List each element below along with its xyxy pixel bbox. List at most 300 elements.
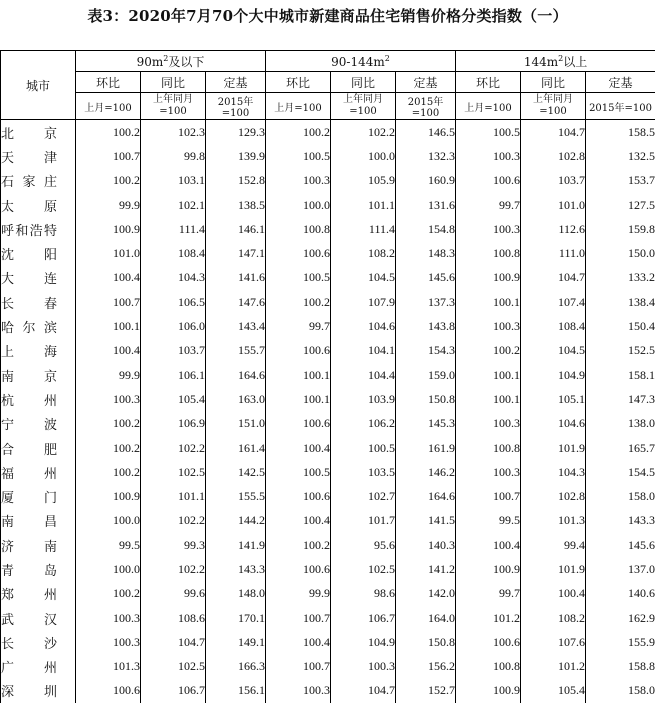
city-name: 太原 [1,199,57,215]
table-row [1,460,655,484]
value-cell: 158.1 [586,363,655,387]
value-cell: 108.6 [141,606,206,630]
value-cell: 100.2 [76,169,141,193]
base-header-cell: 上月=100 [76,93,141,120]
base-header-cell: 上年同月=100 [521,93,586,120]
table-row [1,363,655,387]
value-cell: 150.8 [396,630,456,654]
value-cell: 99.9 [76,363,141,387]
value-cell: 100.9 [76,217,141,241]
value-cell: 163.0 [206,387,266,411]
value-cell: 127.5 [586,193,655,217]
value-cell: 102.3 [141,120,206,145]
city-name: 厦门 [1,491,57,507]
value-cell: 108.2 [331,241,396,265]
value-cell: 161.4 [206,436,266,460]
table-title: 表3：2020年7月70个大中城市新建商品住宅销售价格分类指数（一） [87,7,568,25]
value-cell: 143.3 [586,509,655,533]
value-cell: 100.3 [266,169,331,193]
value-cell: 139.9 [206,144,266,168]
value-cell: 99.9 [266,582,331,606]
city-name: 南京 [1,369,57,385]
city-name: 天津 [1,150,57,166]
value-cell: 101.0 [76,241,141,265]
value-cell: 99.4 [521,533,586,557]
value-cell: 100.2 [456,339,521,363]
table-body [1,120,655,704]
value-cell: 102.5 [331,557,396,581]
value-cell: 104.5 [331,266,396,290]
value-cell: 150.4 [586,314,655,338]
value-cell: 100.0 [76,509,141,533]
value-cell: 104.4 [331,363,396,387]
value-cell: 100.1 [456,290,521,314]
city-name: 南昌 [1,515,57,531]
table-row [1,679,655,703]
value-cell: 154.8 [396,217,456,241]
base-header-cell: 上月=100 [266,93,331,120]
value-cell: 100.6 [76,679,141,703]
city-name: 济南 [1,539,57,555]
value-cell: 101.1 [141,484,206,508]
value-cell: 101.9 [521,557,586,581]
value-cell: 164.6 [396,484,456,508]
value-cell: 149.1 [206,630,266,654]
value-cell: 100.8 [456,436,521,460]
value-cell: 155.5 [206,484,266,508]
value-cell: 158.8 [586,655,655,679]
table-row [1,484,655,508]
value-cell: 165.7 [586,436,655,460]
value-cell: 148.0 [206,582,266,606]
city-name: 哈尔滨 [1,321,57,337]
value-cell: 95.6 [331,533,396,557]
table-row [1,412,655,436]
base-header-cell: 2015年=100 [586,93,655,120]
value-cell: 158.5 [586,120,655,145]
city-name: 合肥 [1,442,57,458]
value-cell: 141.5 [396,509,456,533]
value-cell: 106.9 [141,412,206,436]
value-cell: 102.2 [141,509,206,533]
value-cell: 100.0 [266,193,331,217]
value-cell: 103.1 [141,169,206,193]
value-cell: 100.9 [456,266,521,290]
value-cell: 106.0 [141,314,206,338]
value-cell: 137.3 [396,290,456,314]
value-cell: 101.3 [521,509,586,533]
value-cell: 145.3 [396,412,456,436]
base-header-cell: 2015年=100 [396,93,456,120]
value-cell: 100.2 [266,120,331,145]
value-cell: 102.1 [141,193,206,217]
value-cell: 150.0 [586,241,655,265]
value-cell: 104.7 [521,120,586,145]
value-cell: 99.9 [76,193,141,217]
value-cell: 106.5 [141,290,206,314]
value-cell: 100.1 [266,363,331,387]
value-cell: 161.9 [396,436,456,460]
value-cell: 100.7 [76,290,141,314]
value-cell: 100.5 [266,266,331,290]
group-header-90: $90m^2$及以下 [76,51,266,72]
value-cell: 146.5 [396,120,456,145]
city-cell [1,655,76,679]
value-cell: 147.1 [206,241,266,265]
value-cell: 140.3 [396,533,456,557]
value-cell: 133.2 [586,266,655,290]
city-name: 深圳 [1,685,57,701]
city-cell [1,339,76,363]
value-cell: 100.5 [331,436,396,460]
value-cell: 101.2 [521,655,586,679]
value-cell: 100.3 [266,679,331,703]
value-cell: 146.1 [206,217,266,241]
value-cell: 106.7 [331,606,396,630]
city-name: 石家庄 [1,175,57,191]
city-name: 广州 [1,661,57,677]
value-cell: 100.7 [266,655,331,679]
table-row [1,217,655,241]
base-header-row [1,93,655,120]
value-cell: 100.0 [331,144,396,168]
value-cell: 155.7 [206,339,266,363]
value-cell: 162.9 [586,606,655,630]
city-name: 宁波 [1,418,57,434]
value-cell: 111.4 [141,217,206,241]
table-row [1,290,655,314]
value-cell: 100.6 [266,557,331,581]
value-cell: 140.6 [586,582,655,606]
value-cell: 99.3 [141,533,206,557]
table-row [1,606,655,630]
table-row [1,144,655,168]
value-cell: 160.9 [396,169,456,193]
base-header-cell: 上年同月=100 [141,93,206,120]
city-cell [1,241,76,265]
value-cell: 100.1 [456,363,521,387]
value-cell: 100.3 [456,314,521,338]
value-cell: 100.4 [76,266,141,290]
value-cell: 105.9 [331,169,396,193]
table-row [1,314,655,338]
city-name: 福州 [1,466,57,482]
value-cell: 99.8 [141,144,206,168]
value-cell: 101.7 [331,509,396,533]
city-name: 呼和浩特 [1,223,57,239]
table-row [1,655,655,679]
value-cell: 156.2 [396,655,456,679]
city-column-header: 城市 [1,51,76,120]
value-cell: 100.2 [266,533,331,557]
value-cell: 107.4 [521,290,586,314]
value-cell: 100.5 [266,144,331,168]
value-cell: 144.2 [206,509,266,533]
value-cell: 100.2 [76,436,141,460]
value-cell: 164.0 [396,606,456,630]
table-row [1,169,655,193]
value-cell: 100.8 [266,217,331,241]
value-cell: 138.0 [586,412,655,436]
value-cell: 100.2 [76,120,141,145]
table-row [1,557,655,581]
value-cell: 131.6 [396,193,456,217]
value-cell: 105.4 [141,387,206,411]
sub-header-cell: 环比 [456,72,521,93]
value-cell: 159.8 [586,217,655,241]
value-cell: 143.3 [206,557,266,581]
value-cell: 111.0 [521,241,586,265]
value-cell: 138.5 [206,193,266,217]
sub-header-cell: 定基 [586,72,655,93]
value-cell: 100.4 [266,436,331,460]
value-cell: 100.4 [456,533,521,557]
value-cell: 102.5 [141,655,206,679]
city-cell [1,266,76,290]
value-cell: 104.7 [141,630,206,654]
table-row [1,630,655,654]
city-name: 青岛 [1,563,57,579]
value-cell: 101.9 [521,436,586,460]
value-cell: 102.5 [141,460,206,484]
value-cell: 100.6 [266,339,331,363]
city-name: 长沙 [1,636,57,652]
value-cell: 100.6 [266,241,331,265]
city-cell [1,484,76,508]
value-cell: 102.2 [141,557,206,581]
value-cell: 154.5 [586,460,655,484]
value-cell: 99.7 [456,582,521,606]
sub-header-cell: 定基 [396,72,456,93]
sub-header-row [1,72,655,93]
value-cell: 104.7 [521,266,586,290]
value-cell: 105.4 [521,679,586,703]
value-cell: 103.5 [331,460,396,484]
value-cell: 99.7 [266,314,331,338]
value-cell: 106.1 [141,363,206,387]
value-cell: 104.3 [141,266,206,290]
value-cell: 100.4 [266,630,331,654]
value-cell: 102.8 [521,144,586,168]
city-cell [1,193,76,217]
value-cell: 100.7 [76,144,141,168]
value-cell: 103.9 [331,387,396,411]
value-cell: 100.1 [456,387,521,411]
value-cell: 100.3 [76,387,141,411]
city-cell [1,582,76,606]
table-row [1,241,655,265]
table-row [1,533,655,557]
sub-header-cell: 环比 [266,72,331,93]
table-row [1,509,655,533]
value-cell: 156.1 [206,679,266,703]
value-cell: 142.5 [206,460,266,484]
value-cell: 103.7 [521,169,586,193]
value-cell: 100.1 [266,387,331,411]
value-cell: 107.6 [521,630,586,654]
city-cell [1,387,76,411]
city-cell [1,120,76,145]
table-row [1,387,655,411]
value-cell: 142.0 [396,582,456,606]
city-name: 上海 [1,345,57,361]
city-cell [1,217,76,241]
city-cell [1,169,76,193]
value-cell: 152.8 [206,169,266,193]
value-cell: 100.2 [76,582,141,606]
value-cell: 100.3 [76,606,141,630]
value-cell: 100.3 [456,144,521,168]
value-cell: 100.8 [456,241,521,265]
value-cell: 141.9 [206,533,266,557]
value-cell: 100.7 [456,484,521,508]
city-name: 郑州 [1,588,57,604]
city-cell [1,363,76,387]
value-cell: 147.6 [206,290,266,314]
value-cell: 100.0 [76,557,141,581]
value-cell: 100.2 [76,460,141,484]
sub-header-cell: 同比 [141,72,206,93]
value-cell: 100.3 [456,412,521,436]
value-cell: 100.6 [456,169,521,193]
value-cell: 100.3 [331,655,396,679]
value-cell: 100.6 [266,412,331,436]
city-cell [1,144,76,168]
value-cell: 104.3 [521,460,586,484]
value-cell: 138.4 [586,290,655,314]
value-cell: 107.9 [331,290,396,314]
city-cell [1,412,76,436]
value-cell: 145.6 [396,266,456,290]
group-header-90-144: $90-144m^2$ [266,51,456,72]
city-cell [1,606,76,630]
value-cell: 100.4 [266,509,331,533]
value-cell: 103.7 [141,339,206,363]
value-cell: 100.4 [76,339,141,363]
value-cell: 100.9 [456,557,521,581]
value-cell: 101.0 [521,193,586,217]
value-cell: 158.0 [586,679,655,703]
value-cell: 152.5 [586,339,655,363]
value-cell: 143.8 [396,314,456,338]
table-row [1,339,655,363]
city-cell [1,436,76,460]
value-cell: 106.2 [331,412,396,436]
value-cell: 100.9 [76,484,141,508]
value-cell: 111.4 [331,217,396,241]
value-cell: 100.5 [456,120,521,145]
value-cell: 147.3 [586,387,655,411]
city-name: 长春 [1,296,57,312]
base-header-cell: 2015年=100 [206,93,266,120]
city-cell [1,509,76,533]
city-cell [1,679,76,703]
value-cell: 104.5 [521,339,586,363]
value-cell: 143.4 [206,314,266,338]
value-cell: 141.6 [206,266,266,290]
value-cell: 102.2 [141,436,206,460]
value-cell: 98.6 [331,582,396,606]
value-cell: 146.2 [396,460,456,484]
value-cell: 108.4 [141,241,206,265]
value-cell: 99.7 [456,193,521,217]
table-row [1,193,655,217]
price-index-table [0,50,655,703]
value-cell: 101.2 [456,606,521,630]
value-cell: 102.8 [521,484,586,508]
city-name: 杭州 [1,393,57,409]
value-cell: 99.5 [456,509,521,533]
value-cell: 100.2 [76,412,141,436]
value-cell: 104.1 [331,339,396,363]
value-cell: 108.2 [521,606,586,630]
sub-header-cell: 同比 [331,72,396,93]
value-cell: 104.7 [331,679,396,703]
value-cell: 132.3 [396,144,456,168]
sub-header-cell: 同比 [521,72,586,93]
value-cell: 102.2 [331,120,396,145]
value-cell: 101.1 [331,193,396,217]
value-cell: 153.7 [586,169,655,193]
city-cell [1,533,76,557]
value-cell: 106.7 [141,679,206,703]
value-cell: 100.4 [521,582,586,606]
value-cell: 104.9 [521,363,586,387]
city-name: 武汉 [1,612,57,628]
city-cell [1,630,76,654]
value-cell: 164.6 [206,363,266,387]
group-header-144: $144m^2$以上 [456,51,655,72]
value-cell: 100.3 [456,217,521,241]
value-cell: 104.6 [521,412,586,436]
value-cell: 104.9 [331,630,396,654]
value-cell: 112.6 [521,217,586,241]
value-cell: 100.2 [266,290,331,314]
value-cell: 132.5 [586,144,655,168]
city-name: 北京 [1,126,57,142]
value-cell: 137.0 [586,557,655,581]
value-cell: 141.2 [396,557,456,581]
base-header-cell: 上月=100 [456,93,521,120]
sub-header-cell: 环比 [76,72,141,93]
value-cell: 100.3 [76,630,141,654]
value-cell: 100.6 [266,484,331,508]
city-name: 沈阳 [1,248,57,264]
city-cell [1,290,76,314]
table-header [1,51,655,120]
value-cell: 100.9 [456,679,521,703]
value-cell: 148.3 [396,241,456,265]
value-cell: 166.3 [206,655,266,679]
value-cell: 105.1 [521,387,586,411]
value-cell: 104.6 [331,314,396,338]
value-cell: 151.0 [206,412,266,436]
value-cell: 100.8 [456,655,521,679]
value-cell: 100.6 [456,630,521,654]
city-name: 大连 [1,272,57,288]
city-cell [1,460,76,484]
value-cell: 158.0 [586,484,655,508]
sub-header-cell: 定基 [206,72,266,93]
value-cell: 100.7 [266,606,331,630]
value-cell: 101.3 [76,655,141,679]
value-cell: 170.1 [206,606,266,630]
value-cell: 129.3 [206,120,266,145]
base-header-cell: 上年同月=100 [331,93,396,120]
value-cell: 100.1 [76,314,141,338]
value-cell: 150.8 [396,387,456,411]
value-cell: 152.7 [396,679,456,703]
